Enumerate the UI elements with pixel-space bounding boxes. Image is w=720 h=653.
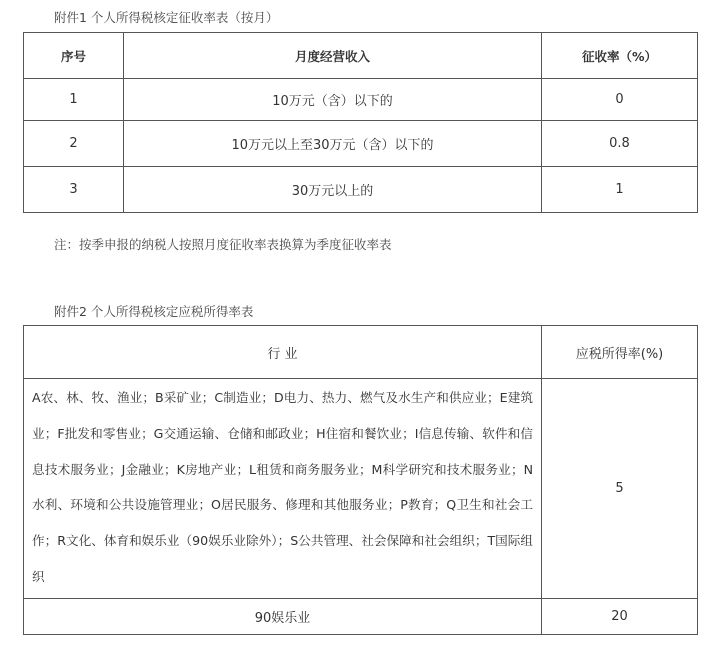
cell-rate: 20	[542, 598, 698, 634]
cell-income: 10万元（含）以下的	[124, 79, 542, 121]
table-row	[24, 79, 698, 121]
table-row	[24, 167, 698, 213]
cell-serial: 1	[24, 79, 124, 121]
table1-note: 注：按季申报的纳税人按照月度征收率表换算为季度征收率表	[54, 237, 392, 252]
table-row	[24, 121, 698, 167]
tax-rate-table-monthly	[23, 32, 698, 213]
cell-rate: 5	[542, 379, 698, 599]
cell-industry-list: A农、林、牧、渔业；B采矿业；C制造业；D电力、热力、燃气及水生产和供应业；E建筑业；F批发和零售业；G交通运输、仓储和邮政业；H住宿和餐饮业；I信息传输、软件和信息技术服务业；J金融业；K房地产业；L租赁和商务服务业；M科学研究和技术服务业；N水利、环境和公共设施管理业；O居民服务、修理和其他服务业；P教育；Q卫生和社会工作；R文化、体育和娱乐业（90娱乐业除外）；S公共管理、社会保障和社会组织；T国际组织	[24, 379, 542, 599]
cell-rate: 0	[542, 79, 698, 121]
table-row	[24, 598, 698, 634]
header-taxable-rate: 应税所得率(%)	[542, 326, 698, 379]
table-row	[24, 379, 698, 599]
table-header-row	[24, 326, 698, 379]
header-industry: 行 业	[24, 326, 542, 379]
cell-serial: 2	[24, 121, 124, 167]
cell-serial: 3	[24, 167, 124, 213]
taxable-income-rate-table	[23, 325, 698, 635]
cell-rate: 1	[542, 167, 698, 213]
attachment1-caption: 附件1 个人所得税核定征收率表（按月）	[54, 10, 279, 25]
header-serial: 序号	[24, 33, 124, 79]
cell-industry: 90娱乐业	[24, 598, 542, 634]
attachment2-caption: 附件2 个人所得税核定应税所得率表	[54, 304, 254, 319]
table-header-row	[24, 33, 698, 79]
cell-rate: 0.8	[542, 121, 698, 167]
cell-income: 10万元以上至30万元（含）以下的	[124, 121, 542, 167]
header-rate: 征收率（%）	[542, 33, 698, 79]
header-monthly-income: 月度经营收入	[124, 33, 542, 79]
cell-income: 30万元以上的	[124, 167, 542, 213]
